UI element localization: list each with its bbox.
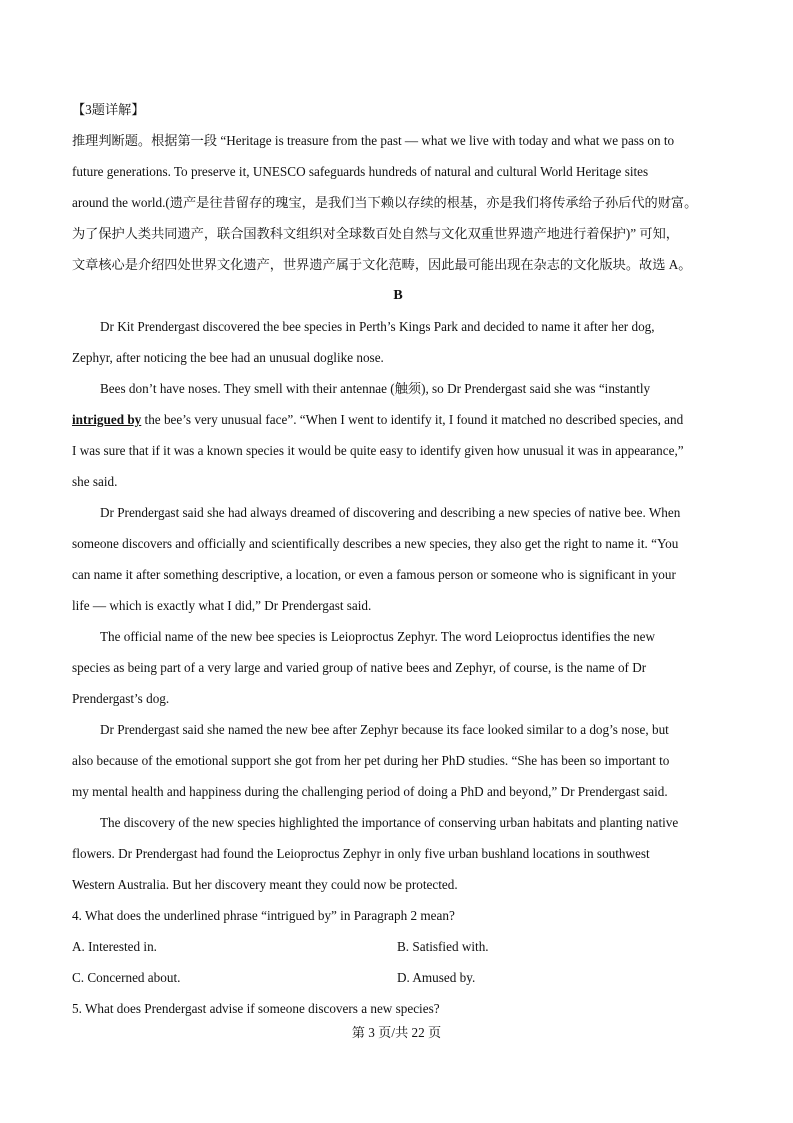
- paragraph-line: species as being part of a very large and varied group of native bees and Zephyr, of course, is the name of Dr: [72, 660, 647, 675]
- paragraph-line: Dr Prendergast said she named the new bee after Zephyr because its face looked similar to a dog’s nose, but: [100, 722, 669, 737]
- explanation-line: 为了保护人类共同遗产，联合国教科文组织对全球数百处自然与文化双重世界遗产地进行着保护)” 可知，: [72, 226, 679, 241]
- paragraph-line: Bees don’t have noses. They smell with their antennae (触须), so Dr Prendergast said she was “instantly: [100, 381, 651, 396]
- options-row: [72, 962, 724, 993]
- paragraph-line: I was sure that if it was a known species it would be quite easy to identify given how unusual it was in appearance,”: [72, 443, 684, 458]
- paragraph-2: [72, 373, 724, 497]
- page-footer: 第 3 页/共 22 页: [351, 1025, 442, 1040]
- paragraph-line: someone discovers and officially and scientifically describes a new species, they also get the right to name it. “You: [72, 536, 679, 551]
- paragraph-line: [72, 404, 724, 435]
- question-5: [72, 993, 724, 1024]
- paragraph-4: [72, 621, 724, 714]
- option-b: B. Satisfied with.: [397, 939, 489, 954]
- option-d: D. Amused by.: [397, 970, 476, 985]
- question-4: [72, 900, 724, 993]
- underlined-phrase: intrigued by: [72, 412, 142, 427]
- question-stem: 4. What does the underlined phrase “intrigued by” in Paragraph 2 mean?: [72, 908, 455, 923]
- paragraph-line: life — which is exactly what I did,” Dr Prendergast said.: [72, 598, 372, 613]
- paragraph-line: Dr Kit Prendergast discovered the bee species in Perth’s Kings Park and decided to name it after her dog,: [100, 319, 655, 334]
- paragraph-line: also because of the emotional support she got from her pet during her PhD studies. “She has been so important to: [72, 753, 670, 768]
- paragraph-line: can name it after something descriptive, a location, or even a famous person or someone who is significant in your: [72, 567, 676, 582]
- paragraph-6: [72, 807, 724, 900]
- paragraph-line: Dr Prendergast said she had always dreamed of discovering and describing a new species of native bee. When: [100, 505, 681, 520]
- paragraph-line: Western Australia. But her discovery meant they could now be protected.: [72, 877, 458, 892]
- paragraph-3: [72, 497, 724, 621]
- explanation-paragraph: [72, 125, 724, 280]
- passage-title: B: [393, 288, 403, 303]
- options-row: [72, 931, 724, 962]
- section-heading: 【3题详解】: [72, 102, 145, 117]
- paragraph-line: flowers. Dr Prendergast had found the Leioproctus Zephyr in only five urban bushland locations in southwest: [72, 846, 650, 861]
- paragraph-1: [72, 311, 724, 373]
- option-c: C. Concerned about.: [72, 970, 181, 985]
- paragraph-line: my mental health and happiness during the challenging period of doing a PhD and beyond,” Dr Prendergast said.: [72, 784, 668, 799]
- question-stem: 5. What does Prendergast advise if someone discovers a new species?: [72, 1001, 440, 1016]
- paragraph-text: the bee’s very unusual face”. “When I went to identify it, I found it matched no described species, and: [141, 412, 684, 427]
- paragraph-line: The official name of the new bee species is Leioproctus Zephyr. The word Leioproctus identifies the new: [100, 629, 656, 644]
- explanation-line: around the world.(遗产是往昔留存的瑰宝，是我们当下赖以存续的根基，亦是我们将传承给子孙后代的财富。: [72, 195, 698, 210]
- paragraph-line: The discovery of the new species highlighted the importance of conserving urban habitats and planting native: [100, 815, 679, 830]
- explanation-line: 推理判断题。根据第一段 “Heritage is treasure from the past — what we live with today and what we pass on to: [72, 133, 675, 148]
- page-content: [72, 94, 724, 1024]
- explanation-line: future generations. To preserve it, UNESCO safeguards hundreds of natural and cultural World Heritage sites: [72, 164, 649, 179]
- paragraph-line: Zephyr, after noticing the bee had an unusual doglike nose.: [72, 350, 384, 365]
- explanation-line: 文章核心是介绍四处世界文化遗产，世界遗产属于文化范畴，因此最可能出现在杂志的文化版块。故选 A。: [72, 257, 692, 272]
- paragraph-5: [72, 714, 724, 807]
- option-a: A. Interested in.: [72, 939, 157, 954]
- paragraph-line: she said.: [72, 474, 118, 489]
- paragraph-line: Prendergast’s dog.: [72, 691, 170, 706]
